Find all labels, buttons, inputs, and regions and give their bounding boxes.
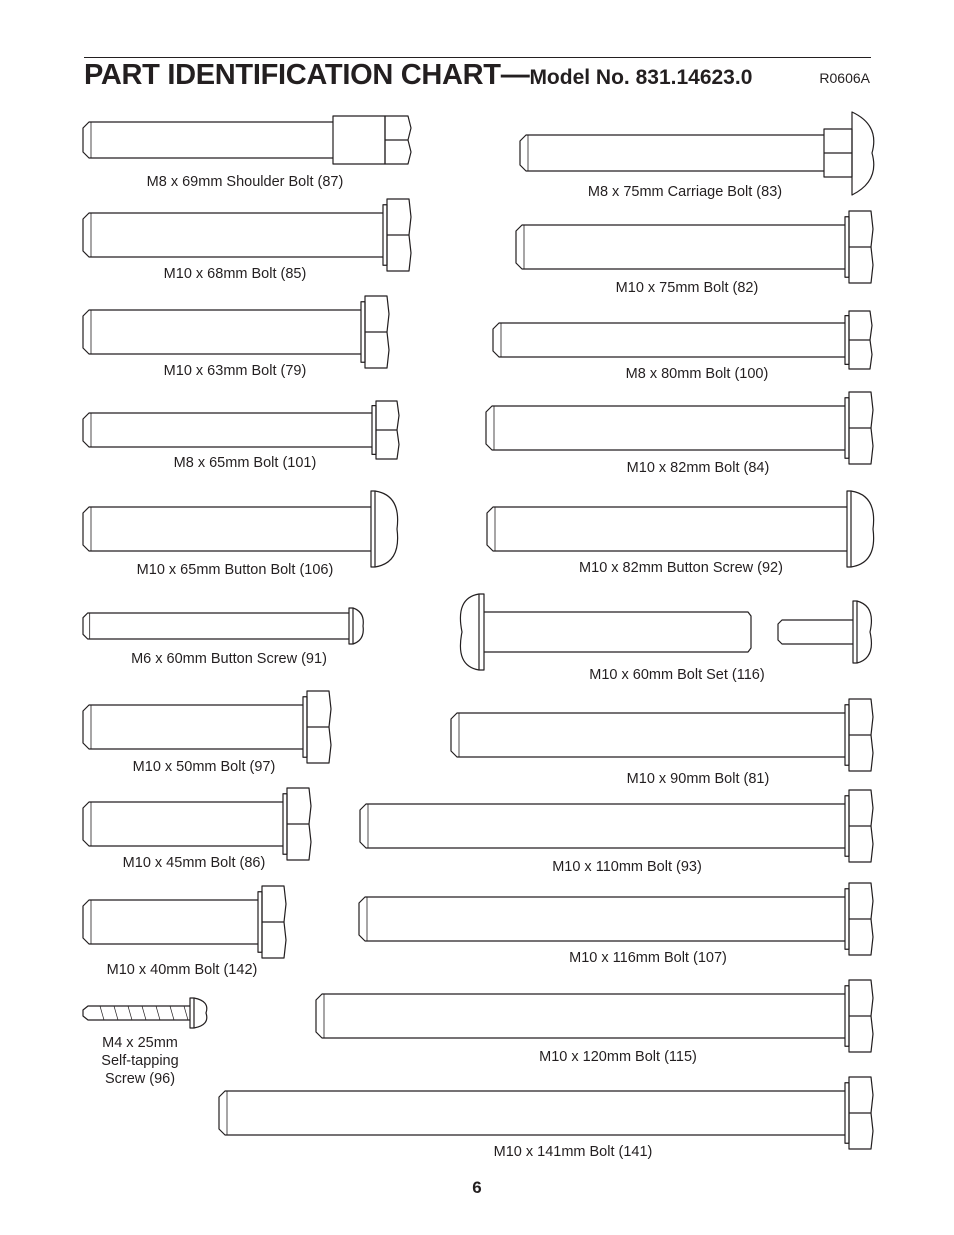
reference-code: R0606A xyxy=(819,70,870,86)
bolt-drawing xyxy=(360,790,873,862)
part-label: M10 x 45mm Bolt (86) xyxy=(122,855,266,871)
part-label: M10 x 75mm Bolt (82) xyxy=(615,280,759,296)
bolt-drawing xyxy=(316,980,873,1052)
part-label: M10 x 40mm Bolt (142) xyxy=(106,962,258,978)
bolt-set-drawing xyxy=(460,594,871,670)
part-label: M10 x 50mm Bolt (97) xyxy=(132,759,276,775)
bolt-drawing xyxy=(83,199,411,271)
part-label: M10 x 141mm Bolt (141) xyxy=(493,1144,653,1160)
bolt-drawing xyxy=(516,211,873,283)
part-label: M10 x 90mm Bolt (81) xyxy=(626,771,770,787)
bolt-drawing xyxy=(359,883,873,955)
part-label: M4 x 25mm Self-tapping Screw (96) xyxy=(101,1035,179,1087)
bolt-drawing xyxy=(493,311,872,369)
part-label: M10 x 120mm Bolt (115) xyxy=(539,1049,697,1065)
self-tapping-screw-drawing xyxy=(83,998,207,1028)
bolt-drawing xyxy=(219,1077,873,1149)
shoulder-bolt-drawing xyxy=(83,116,411,164)
part-label: M8 x 80mm Bolt (100) xyxy=(625,366,769,382)
part-label: M10 x 68mm Bolt (85) xyxy=(163,266,307,282)
bolt-drawing xyxy=(83,886,286,958)
bolt-drawing xyxy=(451,699,873,771)
bolt-drawing xyxy=(83,401,399,459)
part-label: M10 x 65mm Button Bolt (106) xyxy=(136,562,334,578)
part-label: M8 x 69mm Shoulder Bolt (87) xyxy=(146,174,344,190)
bolt-drawing xyxy=(83,691,331,763)
part-label: M10 x 63mm Bolt (79) xyxy=(163,363,307,379)
part-label: M6 x 60mm Button Screw (91) xyxy=(131,651,327,667)
part-label: M10 x 60mm Bolt Set (116) xyxy=(589,667,765,683)
part-label: M10 x 116mm Bolt (107) xyxy=(569,950,727,966)
bolt-drawing xyxy=(486,392,873,464)
button-bolt-drawing xyxy=(83,491,398,567)
bolt-drawing xyxy=(83,788,311,860)
bolt-drawing xyxy=(83,296,389,368)
part-label: M10 x 82mm Button Screw (92) xyxy=(579,560,783,576)
page-number: 6 xyxy=(472,1178,482,1197)
part-label: M10 x 82mm Bolt (84) xyxy=(626,460,770,476)
part-label: M8 x 75mm Carriage Bolt (83) xyxy=(587,184,783,200)
model-number: Model No. 831.14623.0 xyxy=(529,66,753,89)
button-screw-drawing xyxy=(487,491,874,567)
part-label: M8 x 65mm Bolt (101) xyxy=(173,455,317,471)
chart-title: PART IDENTIFICATION CHART— xyxy=(84,59,530,91)
part-label: M10 x 110mm Bolt (93) xyxy=(552,859,702,875)
button-screw-drawing xyxy=(83,608,363,644)
